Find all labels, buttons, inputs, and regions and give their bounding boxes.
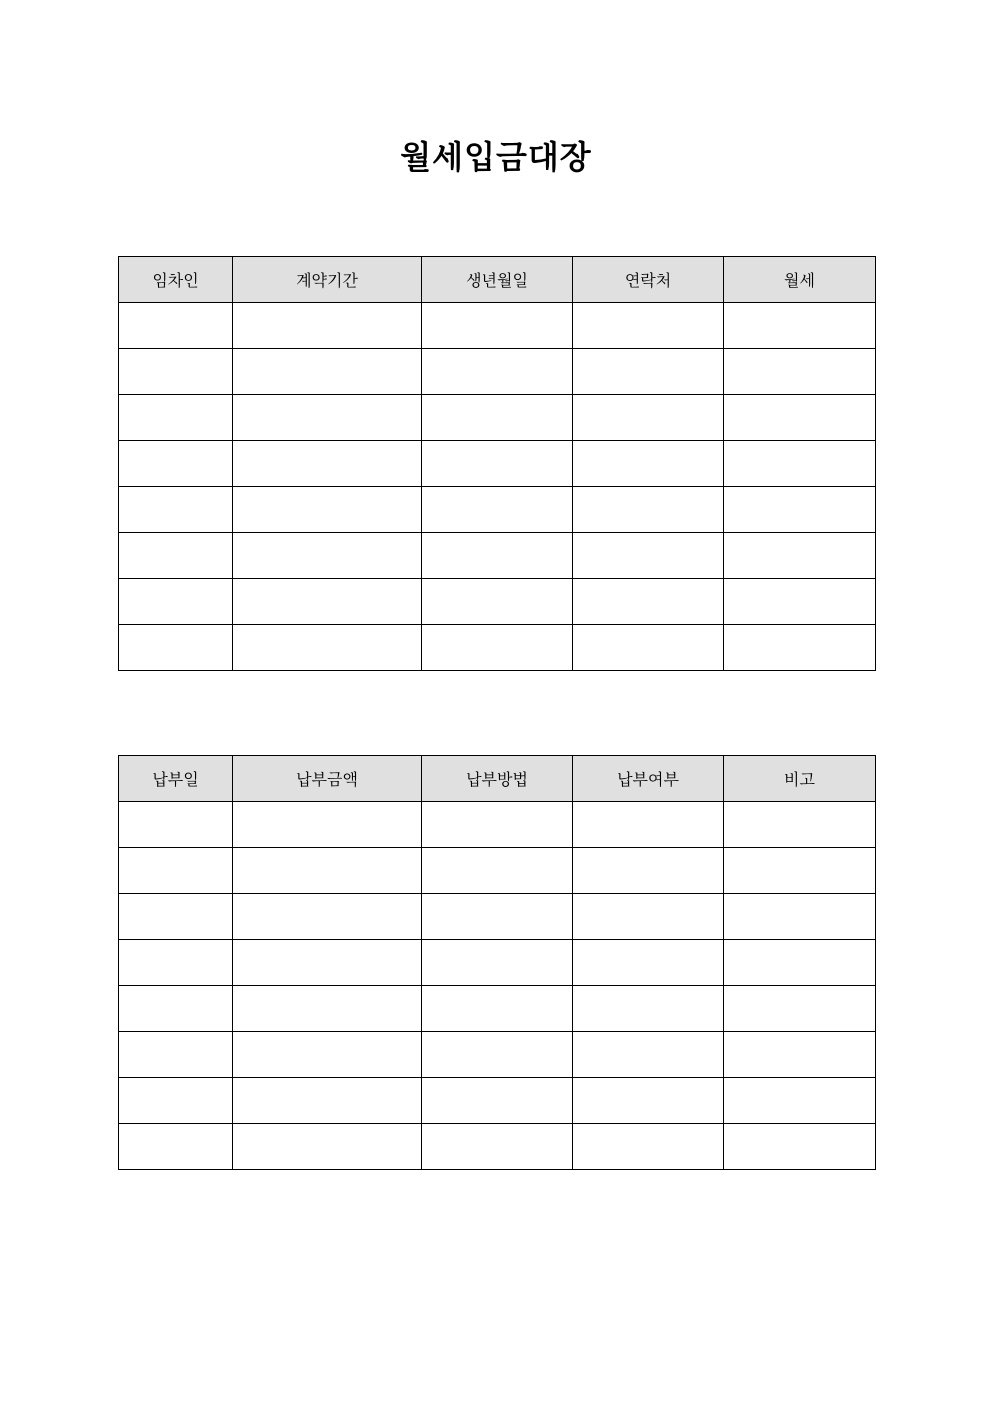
table-cell[interactable] bbox=[724, 625, 876, 671]
table-cell[interactable] bbox=[724, 1032, 876, 1078]
table-cell[interactable] bbox=[724, 802, 876, 848]
table-cell[interactable] bbox=[422, 940, 573, 986]
table-cell[interactable] bbox=[119, 848, 233, 894]
table-cell[interactable] bbox=[573, 894, 724, 940]
table-cell[interactable] bbox=[233, 894, 422, 940]
table-cell[interactable] bbox=[422, 1124, 573, 1170]
table-cell[interactable] bbox=[233, 1078, 422, 1124]
table-cell[interactable] bbox=[119, 802, 233, 848]
table-cell[interactable] bbox=[724, 1124, 876, 1170]
table-cell[interactable] bbox=[233, 303, 422, 349]
table-row bbox=[119, 1124, 876, 1170]
table-cell[interactable] bbox=[233, 487, 422, 533]
table-cell[interactable] bbox=[573, 395, 724, 441]
table-cell[interactable] bbox=[573, 1078, 724, 1124]
table-cell[interactable] bbox=[119, 487, 233, 533]
table-cell[interactable] bbox=[573, 802, 724, 848]
table-row bbox=[119, 487, 876, 533]
table-cell[interactable] bbox=[233, 1032, 422, 1078]
table-row bbox=[119, 625, 876, 671]
table-cell[interactable] bbox=[119, 940, 233, 986]
payment-table-header-row bbox=[119, 756, 876, 802]
table-cell[interactable] bbox=[233, 986, 422, 1032]
table-cell[interactable] bbox=[573, 349, 724, 395]
table-row bbox=[119, 1078, 876, 1124]
table-cell[interactable] bbox=[119, 625, 233, 671]
table-cell[interactable] bbox=[422, 579, 573, 625]
table-cell[interactable] bbox=[233, 802, 422, 848]
table-cell[interactable] bbox=[422, 625, 573, 671]
header-monthly-rent: 월세 bbox=[724, 257, 876, 303]
table-cell[interactable] bbox=[119, 986, 233, 1032]
table-row bbox=[119, 894, 876, 940]
table-cell[interactable] bbox=[422, 349, 573, 395]
table-cell[interactable] bbox=[724, 441, 876, 487]
table-cell[interactable] bbox=[724, 848, 876, 894]
header-contact: 연락처 bbox=[573, 257, 724, 303]
header-tenant: 임차인 bbox=[119, 257, 233, 303]
table-row bbox=[119, 533, 876, 579]
table-cell[interactable] bbox=[233, 533, 422, 579]
table-row bbox=[119, 802, 876, 848]
table-cell[interactable] bbox=[119, 533, 233, 579]
page-title: 월세입금대장 bbox=[400, 138, 592, 176]
table-cell[interactable] bbox=[422, 894, 573, 940]
header-birth-date: 생년월일 bbox=[422, 257, 573, 303]
table-cell[interactable] bbox=[233, 625, 422, 671]
header-payment-date: 납부일 bbox=[119, 756, 233, 802]
table-cell[interactable] bbox=[119, 1032, 233, 1078]
table-row bbox=[119, 1032, 876, 1078]
table-cell[interactable] bbox=[233, 349, 422, 395]
table-cell[interactable] bbox=[724, 303, 876, 349]
table-cell[interactable] bbox=[422, 1032, 573, 1078]
table-cell[interactable] bbox=[422, 303, 573, 349]
tenant-table bbox=[118, 256, 876, 671]
tenant-table-header-row bbox=[119, 257, 876, 303]
table-cell[interactable] bbox=[119, 441, 233, 487]
table-cell[interactable] bbox=[119, 1124, 233, 1170]
table-cell[interactable] bbox=[573, 1032, 724, 1078]
table-cell[interactable] bbox=[724, 1078, 876, 1124]
table-cell[interactable] bbox=[119, 579, 233, 625]
table-cell[interactable] bbox=[724, 533, 876, 579]
table-cell[interactable] bbox=[573, 848, 724, 894]
table-cell[interactable] bbox=[573, 579, 724, 625]
table-cell[interactable] bbox=[422, 487, 573, 533]
table-cell[interactable] bbox=[119, 349, 233, 395]
table-cell[interactable] bbox=[233, 441, 422, 487]
table-cell[interactable] bbox=[119, 303, 233, 349]
header-payment-method: 납부방법 bbox=[422, 756, 573, 802]
table-cell[interactable] bbox=[724, 349, 876, 395]
table-row bbox=[119, 303, 876, 349]
header-contract-period: 계약기간 bbox=[233, 257, 422, 303]
table-row bbox=[119, 986, 876, 1032]
table-cell[interactable] bbox=[119, 1078, 233, 1124]
header-payment-amount: 납부금액 bbox=[233, 756, 422, 802]
payment-table bbox=[118, 755, 876, 1170]
table-cell[interactable] bbox=[422, 441, 573, 487]
table-cell[interactable] bbox=[422, 1078, 573, 1124]
table-cell[interactable] bbox=[422, 986, 573, 1032]
table-cell[interactable] bbox=[573, 1124, 724, 1170]
table-cell[interactable] bbox=[233, 848, 422, 894]
table-cell[interactable] bbox=[233, 395, 422, 441]
table-cell[interactable] bbox=[724, 940, 876, 986]
table-row bbox=[119, 940, 876, 986]
table-cell[interactable] bbox=[573, 487, 724, 533]
table-cell[interactable] bbox=[119, 395, 233, 441]
table-row bbox=[119, 395, 876, 441]
table-row bbox=[119, 848, 876, 894]
table-cell[interactable] bbox=[724, 986, 876, 1032]
header-remarks: 비고 bbox=[724, 756, 876, 802]
table-cell[interactable] bbox=[422, 395, 573, 441]
header-payment-status: 납부여부 bbox=[573, 756, 724, 802]
table-cell[interactable] bbox=[724, 487, 876, 533]
table-cell[interactable] bbox=[573, 986, 724, 1032]
table-cell[interactable] bbox=[724, 579, 876, 625]
table-cell[interactable] bbox=[422, 848, 573, 894]
table-cell[interactable] bbox=[724, 894, 876, 940]
table-cell[interactable] bbox=[573, 533, 724, 579]
table-row bbox=[119, 349, 876, 395]
table-row bbox=[119, 579, 876, 625]
table-cell[interactable] bbox=[573, 940, 724, 986]
table-cell[interactable] bbox=[233, 1124, 422, 1170]
table-cell[interactable] bbox=[119, 894, 233, 940]
table-cell[interactable] bbox=[422, 802, 573, 848]
table-cell[interactable] bbox=[573, 441, 724, 487]
table-cell[interactable] bbox=[233, 940, 422, 986]
table-cell[interactable] bbox=[573, 625, 724, 671]
table-row bbox=[119, 441, 876, 487]
table-cell[interactable] bbox=[724, 395, 876, 441]
table-cell[interactable] bbox=[233, 579, 422, 625]
table-cell[interactable] bbox=[422, 533, 573, 579]
table-cell[interactable] bbox=[573, 303, 724, 349]
